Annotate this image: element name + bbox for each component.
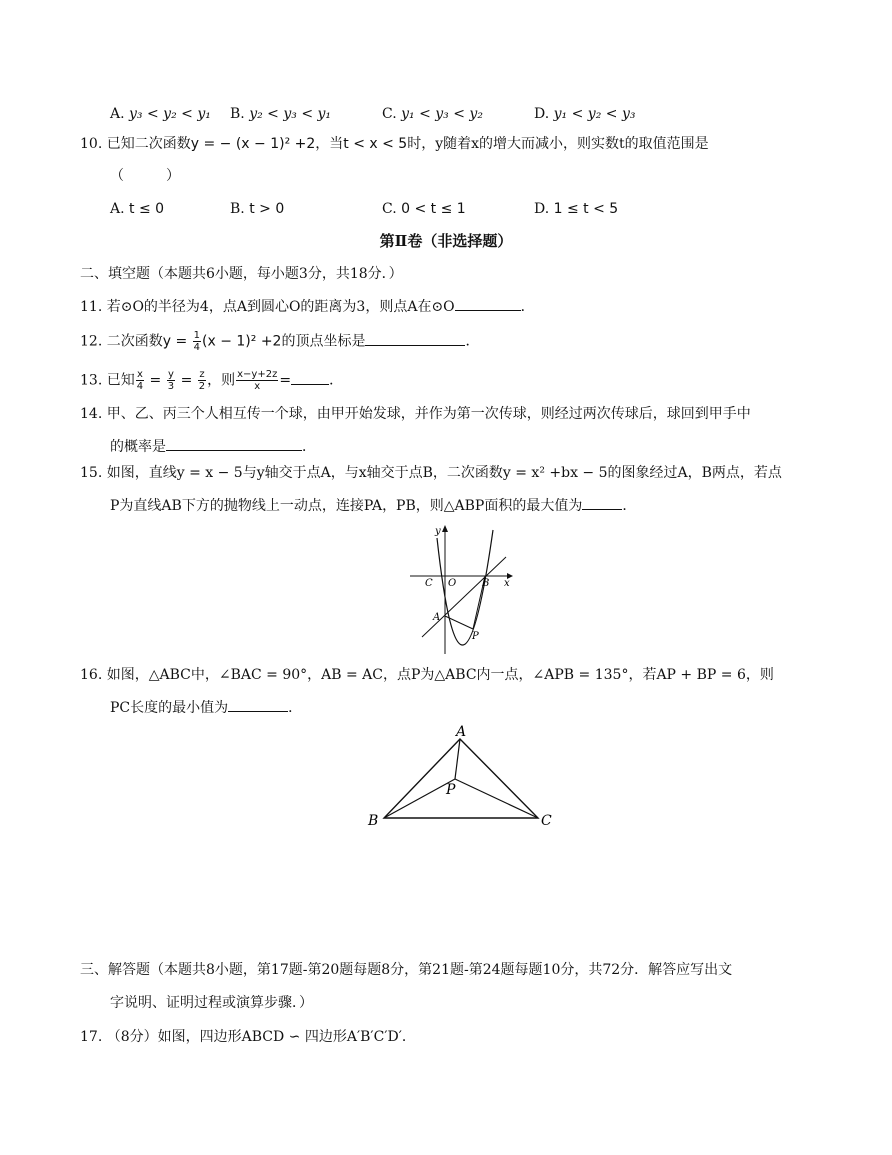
q10-stem	[80, 134, 709, 154]
q14-text-1: 甲、乙、丙三个人相互传一个球，由甲开始发球，并作为第一次传球，则经过两次传球后，球回到甲手中	[106, 406, 751, 422]
q16-text-2: PC长度的最小值为	[110, 700, 229, 716]
q15-text-1: 如图，直线y = x − 5与y轴交于点A，与x轴交于点B，二次函数y = x² +bx − 5的图象经过A，B两点，若点	[106, 465, 782, 481]
q10-option-a-letter: A.	[110, 201, 125, 217]
q12-func-a: y =	[162, 333, 188, 350]
q9-option-a: y₃ < y₂ < y₁	[129, 106, 211, 122]
q12-frac-den: 4	[193, 342, 201, 353]
label-b: B	[368, 813, 379, 829]
triangle-abc	[384, 739, 538, 818]
q10-option-d: 1 ≤ t < 5	[553, 201, 619, 217]
q12-func-b: (x − 1)² +2	[202, 333, 282, 350]
label-p: P	[472, 631, 479, 642]
q16-answer-blank[interactable]	[228, 697, 288, 712]
q13-frac-expr	[236, 369, 278, 392]
q16-line-2	[110, 697, 302, 718]
q10-option-a: t ≤ 0	[129, 201, 165, 217]
q10-text-a: 已知二次函数	[106, 136, 191, 152]
q13-f1-den: 4	[136, 381, 144, 392]
q10-condition: t < x < 5	[343, 136, 408, 152]
q13-f1-num: x	[136, 369, 143, 380]
y-axis-arrow	[442, 525, 448, 532]
q15-end: ．	[622, 498, 637, 514]
q14-number: 14.	[80, 406, 103, 422]
q17-number: 17.	[80, 1029, 103, 1045]
q13-number: 13.	[80, 372, 103, 389]
q13-f4-num: x−y+2z	[237, 369, 278, 380]
q9-option-b: y₂ < y₃ < y₁	[249, 106, 332, 122]
q10-number: 10.	[80, 136, 103, 152]
q17-text: （8分）如图，四边形ABCD ∽ 四边形A′B′C′D′．	[106, 1029, 416, 1045]
q11-number: 11.	[80, 299, 103, 315]
q15-number: 15.	[80, 465, 103, 481]
label-x: x	[504, 578, 510, 589]
segment-ap	[455, 739, 460, 779]
q14-text-2: 的概率是	[110, 439, 166, 455]
q16-end: ．	[288, 700, 303, 716]
q12-text-a: 二次函数	[106, 333, 163, 350]
q15-text-2: P为直线AB下方的抛物线上一动点，连接PA，PB，则△ABP面积的最大值为	[110, 498, 583, 514]
q12-answer-blank[interactable]	[365, 331, 465, 346]
q9-option-c: y₁ < y₃ < y₂	[401, 106, 483, 122]
q12-fraction	[193, 330, 201, 353]
q13-f2-den: 3	[167, 381, 175, 392]
q16-line-1	[80, 665, 774, 685]
q14-line-2	[110, 436, 316, 457]
q9-option-c-letter: C.	[382, 106, 397, 122]
q13-end: ．	[329, 372, 344, 389]
q12	[80, 330, 479, 353]
q16-text-1: 如图，△ABC中，∠BAC = 90°，AB = AC，点P为△ABC内一点，∠APB = 135°，若AP + BP = 6，则	[106, 667, 774, 683]
q16-figure	[360, 722, 560, 837]
label-y: y	[435, 526, 441, 537]
label-o: O	[448, 578, 457, 589]
q13-f3-num: z	[199, 369, 205, 380]
q15-answer-blank[interactable]	[582, 495, 622, 510]
q10-option-b-letter: B.	[230, 201, 245, 217]
q9-option-d-letter: D.	[534, 106, 550, 122]
q15-figure	[405, 520, 520, 658]
label-c: C	[425, 578, 433, 589]
q16-number: 16.	[80, 667, 103, 683]
section2-header: 二、填空题（本题共6小题，每小题3分，共18分．）	[80, 266, 403, 282]
q11	[80, 296, 535, 317]
q10-option-c-letter: C.	[382, 201, 397, 217]
segment-bp	[384, 779, 455, 818]
q11-text: 若⊙O的半径为4，点A到圆心O的距离为3，则点A在⊙O	[106, 299, 455, 315]
q13-answer-blank[interactable]	[291, 370, 329, 385]
q12-end: ．	[465, 333, 480, 350]
q13-eq-3: =	[279, 372, 292, 389]
part2-title: 第Ⅱ卷（非选择题）	[379, 232, 513, 250]
q13-f3-den: 2	[198, 381, 206, 392]
q14-end: ．	[302, 439, 316, 455]
q9-option-b-letter: B.	[230, 106, 245, 122]
q13-eq-1: =	[149, 372, 162, 389]
q13	[80, 369, 343, 392]
q15-line-1	[80, 463, 782, 483]
q12-text-b: 的顶点坐标是	[281, 333, 366, 350]
q11-answer-blank[interactable]	[455, 296, 521, 311]
q12-frac-num: 1	[193, 330, 201, 341]
q12-number: 12.	[80, 333, 103, 350]
section3-header-line-2: 字说明、证明过程或演算步骤．）	[110, 995, 313, 1011]
q10-answer-paren: （ ）	[110, 168, 180, 184]
segment-pa	[445, 616, 473, 629]
q10-text-c: 时，y随着x的增大而减小，则实数t的取值范围是	[407, 136, 709, 152]
section3-header-line-1: 三、解答题（本题共8小题，第17题-第20题每题8分，第21题-第24题每题10分，共72分．解答应写出文	[80, 962, 733, 978]
q13-text-a: 已知	[106, 372, 135, 389]
q13-frac-z2	[198, 369, 206, 392]
q13-eq-2: =	[180, 372, 193, 389]
q10-text-b: ，当	[315, 136, 344, 152]
label-a: A	[456, 724, 467, 740]
label-b: B	[482, 578, 490, 589]
q13-frac-y3	[167, 369, 175, 392]
q9-option-a-letter: A.	[110, 106, 125, 122]
q10-option-b: t > 0	[249, 201, 285, 217]
q13-f4-den: x	[254, 381, 261, 392]
q10-function: y = − (x − 1)² +2	[190, 136, 316, 152]
segment-cp	[455, 779, 538, 818]
q13-f2-num: y	[167, 369, 174, 380]
q17	[80, 1027, 416, 1047]
q15-line-2	[110, 495, 636, 516]
q13-text-b: ，则	[207, 372, 236, 389]
q11-end: ．	[520, 299, 535, 315]
q9-option-d: y₁ < y₂ < y₃	[553, 106, 636, 122]
label-p: P	[446, 782, 456, 798]
q14-line-1	[80, 404, 751, 424]
q10-option-d-letter: D.	[534, 201, 550, 217]
q14-answer-blank[interactable]	[166, 436, 302, 451]
q13-frac-x4	[136, 369, 144, 392]
label-a: A	[433, 612, 441, 623]
q10-option-c: 0 < t ≤ 1	[401, 201, 466, 217]
label-c: C	[541, 813, 552, 829]
